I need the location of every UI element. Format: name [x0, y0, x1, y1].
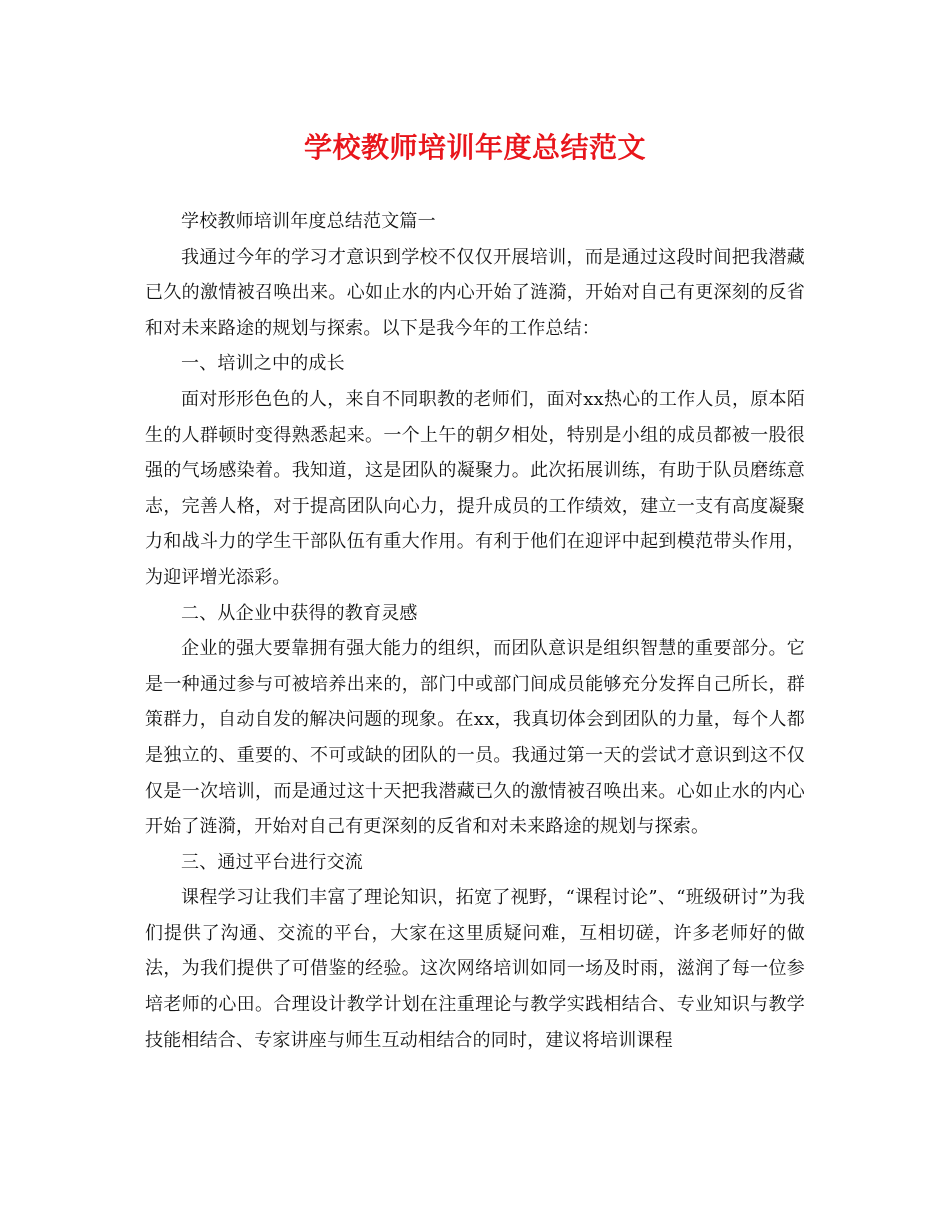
body-paragraph: 课程学习让我们丰富了理论知识，拓宽了视野，“课程讨论”、“班级研讨”为我们提供了沟通、交流的平台，大家在这里质疑问难，互相切磋，许多老师好的做法，为我们提供了可借鉴的经验。这次网络培训如同一场及时雨，滋润了每一位参培老师的心田。合理设计教学计划在注重理论与教学实践相结合、专业知识与教学技能相结合、专家讲座与师生互动相结合的同时，建议将培训课程: [145, 887, 805, 1051]
page-title: 学校教师培训年度总结范文: [303, 131, 646, 164]
section-heading-growth: 一、培训之中的成长: [181, 353, 345, 375]
section-heading-inspiration: 二、从企业中获得的教育灵感: [181, 602, 418, 624]
body-paragraph: 企业的强大要靠拥有强大能力的组织，而团队意识是组织智慧的重要部分。它是一种通过参与可被培养出来的，部门中或部门间成员能够充分发挥自己所长，群策群力，自动自发的解决问题的现象。在xx，我真切体会到团队的力量，每个人都是独立的、重要的、不可或缺的团队的一员。我通过第一天的尝试才意识到这不仅仅是一次培训，而是通过这十天把我潜藏已久的激情被召唤出来。心如止水的内心开始了涟漪，开始对自己有更深刻的反省和对未来路途的规划与探索。: [145, 638, 805, 838]
section-subtitle: 学校教师培训年度总结范文篇一: [181, 211, 436, 232]
section-heading-platform: 三、通过平台进行交流: [181, 851, 363, 873]
body-paragraph: 我通过今年的学习才意识到学校不仅仅开展培训，而是通过这段时间把我潜藏已久的激情被召唤出来。心如止水的内心开始了涟漪，开始对自己有更深刻的反省和对未来路途的规划与探索。以下是我今年的工作总结：: [145, 246, 805, 339]
document-body: [145, 204, 805, 1058]
body-paragraph: 面对形形色色的人，来自不同职教的老师们，面对xx热心的工作人员，原本陌生的人群顿时变得熟悉起来。一个上午的朝夕相处，特别是小组的成员都被一股很强的气场感染着。我知道，这是团队的凝聚力。此次拓展训练，有助于队员磨练意志，完善人格，对于提高团队向心力，提升成员的工作绩效，建立一支有高度凝聚力和战斗力的学生干部队伍有重大作用。有利于他们在迎评中起到模范带头作用，为迎评增光添彩。: [145, 388, 805, 588]
